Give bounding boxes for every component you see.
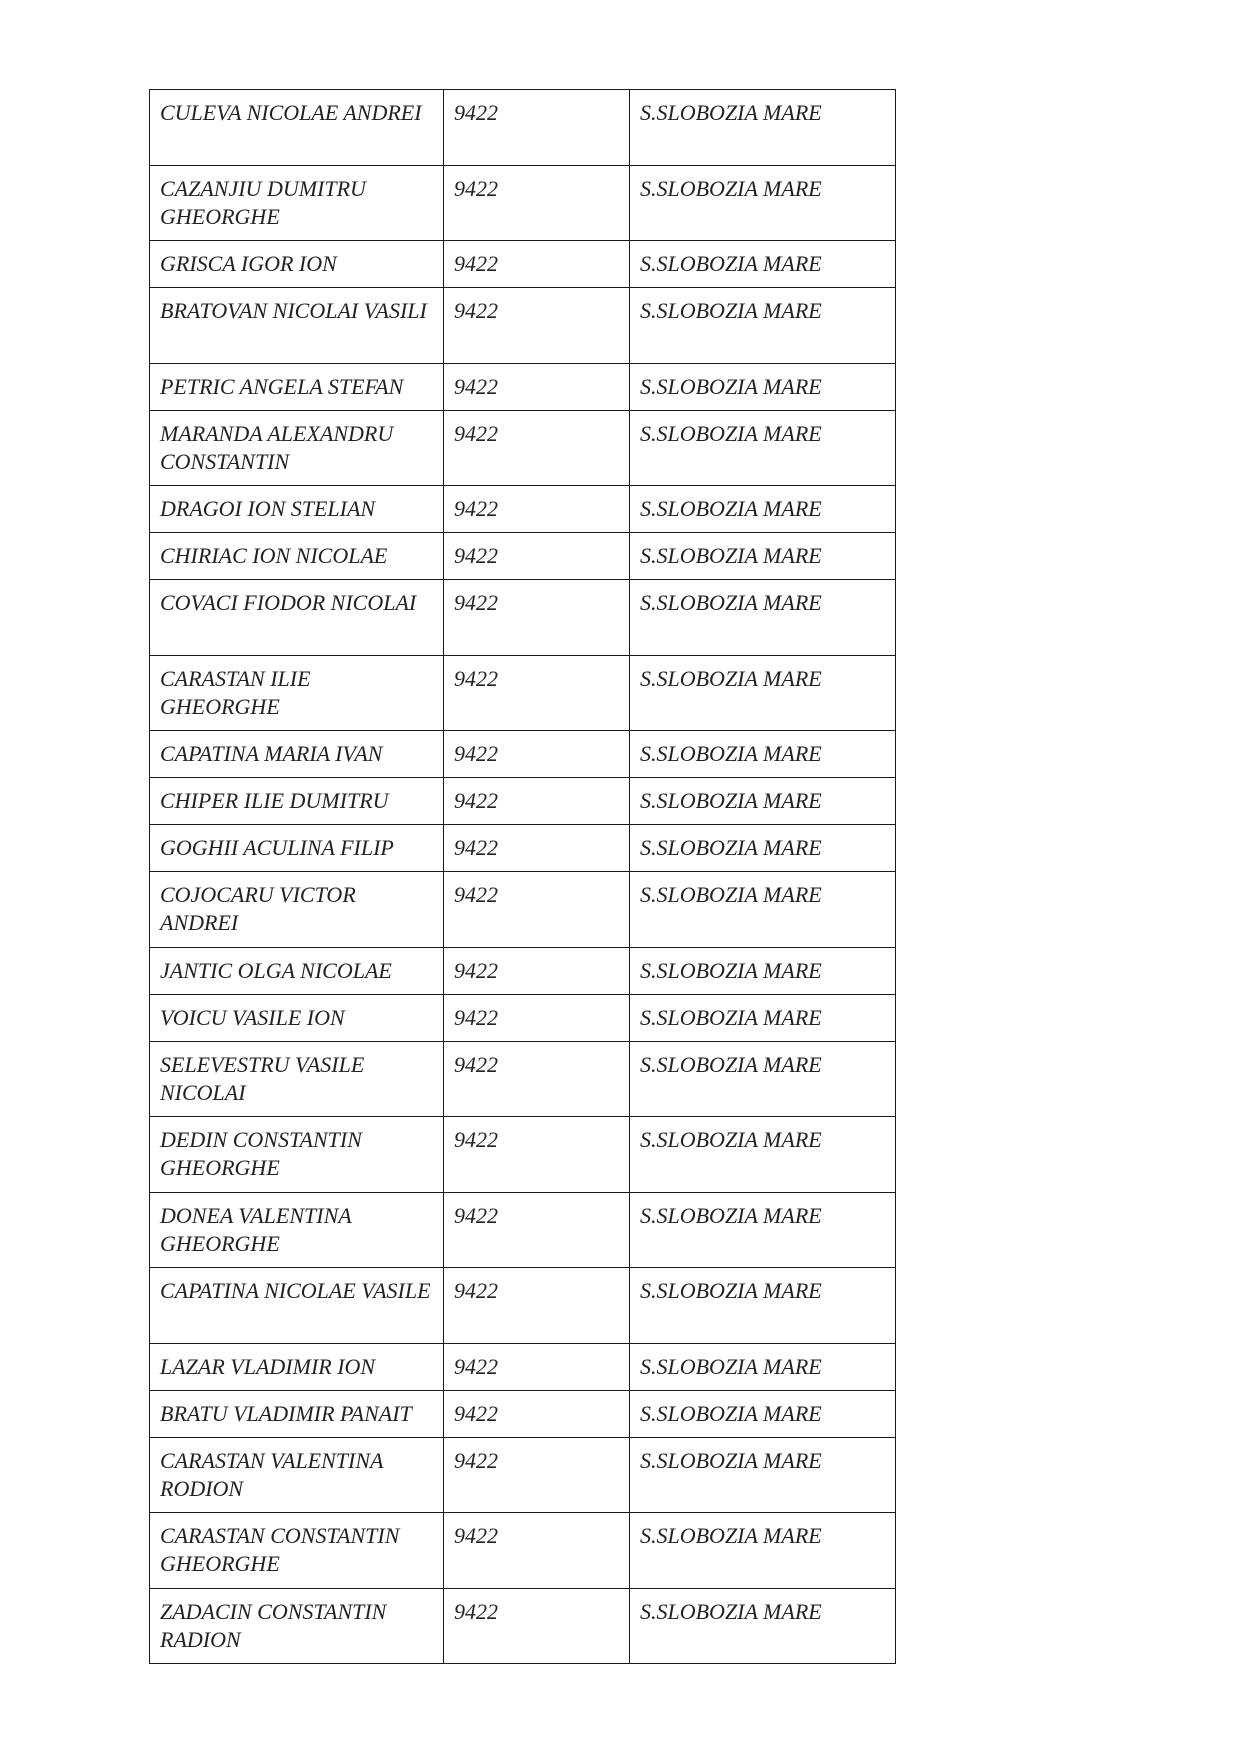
- table-row: [150, 165, 896, 241]
- code-cell: 9422: [444, 994, 630, 1041]
- table-row: [150, 825, 896, 872]
- locality-cell: S.SLOBOZIA MARE: [630, 731, 896, 778]
- name-cell: CHIPER ILIE DUMITRU: [150, 778, 444, 825]
- code-cell: 9422: [444, 363, 630, 410]
- locality-cell: S.SLOBOZIA MARE: [630, 1343, 896, 1390]
- table-row: [150, 486, 896, 533]
- locality-cell: S.SLOBOZIA MARE: [630, 1588, 896, 1664]
- name-cell: GRISCA IGOR ION: [150, 241, 444, 288]
- name-cell: COJOCARU VICTOR ANDREI: [150, 872, 444, 948]
- name-cell: CAZANJIU DUMITRU GHEORGHE: [150, 165, 444, 241]
- locality-cell: S.SLOBOZIA MARE: [630, 872, 896, 948]
- code-cell: 9422: [444, 778, 630, 825]
- name-cell: JANTIC OLGA NICOLAE: [150, 947, 444, 994]
- code-cell: 9422: [444, 165, 630, 241]
- table-row: [150, 410, 896, 486]
- code-cell: 9422: [444, 947, 630, 994]
- name-cell: CHIRIAC ION NICOLAE: [150, 533, 444, 580]
- table-row: [150, 655, 896, 731]
- name-cell: CULEVA NICOLAE ANDREI: [150, 90, 444, 166]
- table-row: [150, 1041, 896, 1117]
- records-table-body: [150, 90, 896, 1664]
- locality-cell: S.SLOBOZIA MARE: [630, 363, 896, 410]
- locality-cell: S.SLOBOZIA MARE: [630, 1041, 896, 1117]
- name-cell: PETRIC ANGELA STEFAN: [150, 363, 444, 410]
- locality-cell: S.SLOBOZIA MARE: [630, 1437, 896, 1513]
- code-cell: 9422: [444, 1041, 630, 1117]
- locality-cell: S.SLOBOZIA MARE: [630, 778, 896, 825]
- code-cell: 9422: [444, 825, 630, 872]
- table-row: [150, 1192, 896, 1268]
- table-row: [150, 363, 896, 410]
- locality-cell: S.SLOBOZIA MARE: [630, 1390, 896, 1437]
- name-cell: BRATOVAN NICOLAI VASILI: [150, 288, 444, 364]
- table-row: [150, 778, 896, 825]
- name-cell: ZADACIN CONSTANTIN RADION: [150, 1588, 444, 1664]
- name-cell: CARASTAN CONSTANTIN GHEORGHE: [150, 1513, 444, 1589]
- locality-cell: S.SLOBOZIA MARE: [630, 825, 896, 872]
- locality-cell: S.SLOBOZIA MARE: [630, 486, 896, 533]
- table-row: [150, 1268, 896, 1344]
- name-cell: CAPATINA MARIA IVAN: [150, 731, 444, 778]
- table-row: [150, 241, 896, 288]
- code-cell: 9422: [444, 731, 630, 778]
- code-cell: 9422: [444, 241, 630, 288]
- table-row: [150, 580, 896, 656]
- code-cell: 9422: [444, 288, 630, 364]
- locality-cell: S.SLOBOZIA MARE: [630, 580, 896, 656]
- code-cell: 9422: [444, 1437, 630, 1513]
- table-row: [150, 288, 896, 364]
- locality-cell: S.SLOBOZIA MARE: [630, 1192, 896, 1268]
- locality-cell: S.SLOBOZIA MARE: [630, 655, 896, 731]
- table-row: [150, 947, 896, 994]
- table-row: [150, 994, 896, 1041]
- locality-cell: S.SLOBOZIA MARE: [630, 288, 896, 364]
- name-cell: CAPATINA NICOLAE VASILE: [150, 1268, 444, 1344]
- name-cell: MARANDA ALEXANDRU CONSTANTIN: [150, 410, 444, 486]
- locality-cell: S.SLOBOZIA MARE: [630, 1117, 896, 1193]
- name-cell: VOICU VASILE ION: [150, 994, 444, 1041]
- name-cell: CARASTAN ILIE GHEORGHE: [150, 655, 444, 731]
- code-cell: 9422: [444, 486, 630, 533]
- code-cell: 9422: [444, 1343, 630, 1390]
- table-row: [150, 872, 896, 948]
- locality-cell: S.SLOBOZIA MARE: [630, 241, 896, 288]
- name-cell: COVACI FIODOR NICOLAI: [150, 580, 444, 656]
- locality-cell: S.SLOBOZIA MARE: [630, 165, 896, 241]
- code-cell: 9422: [444, 1268, 630, 1344]
- code-cell: 9422: [444, 1588, 630, 1664]
- code-cell: 9422: [444, 1513, 630, 1589]
- code-cell: 9422: [444, 872, 630, 948]
- table-row: [150, 731, 896, 778]
- name-cell: CARASTAN VALENTINA RODION: [150, 1437, 444, 1513]
- locality-cell: S.SLOBOZIA MARE: [630, 90, 896, 166]
- code-cell: 9422: [444, 1192, 630, 1268]
- locality-cell: S.SLOBOZIA MARE: [630, 410, 896, 486]
- table-row: [150, 1117, 896, 1193]
- code-cell: 9422: [444, 1390, 630, 1437]
- locality-cell: S.SLOBOZIA MARE: [630, 1513, 896, 1589]
- table-row: [150, 1390, 896, 1437]
- table-row: [150, 1513, 896, 1589]
- name-cell: LAZAR VLADIMIR ION: [150, 1343, 444, 1390]
- name-cell: SELEVESTRU VASILE NICOLAI: [150, 1041, 444, 1117]
- table-row: [150, 1588, 896, 1664]
- code-cell: 9422: [444, 580, 630, 656]
- table-row: [150, 1343, 896, 1390]
- table-row: [150, 90, 896, 166]
- locality-cell: S.SLOBOZIA MARE: [630, 533, 896, 580]
- code-cell: 9422: [444, 655, 630, 731]
- locality-cell: S.SLOBOZIA MARE: [630, 947, 896, 994]
- locality-cell: S.SLOBOZIA MARE: [630, 994, 896, 1041]
- table-row: [150, 533, 896, 580]
- name-cell: DONEA VALENTINA GHEORGHE: [150, 1192, 444, 1268]
- name-cell: BRATU VLADIMIR PANAIT: [150, 1390, 444, 1437]
- code-cell: 9422: [444, 533, 630, 580]
- code-cell: 9422: [444, 1117, 630, 1193]
- code-cell: 9422: [444, 90, 630, 166]
- table-row: [150, 1437, 896, 1513]
- locality-cell: S.SLOBOZIA MARE: [630, 1268, 896, 1344]
- name-cell: DEDIN CONSTANTIN GHEORGHE: [150, 1117, 444, 1193]
- code-cell: 9422: [444, 410, 630, 486]
- name-cell: GOGHII ACULINA FILIP: [150, 825, 444, 872]
- name-cell: DRAGOI ION STELIAN: [150, 486, 444, 533]
- records-table: [149, 89, 896, 1664]
